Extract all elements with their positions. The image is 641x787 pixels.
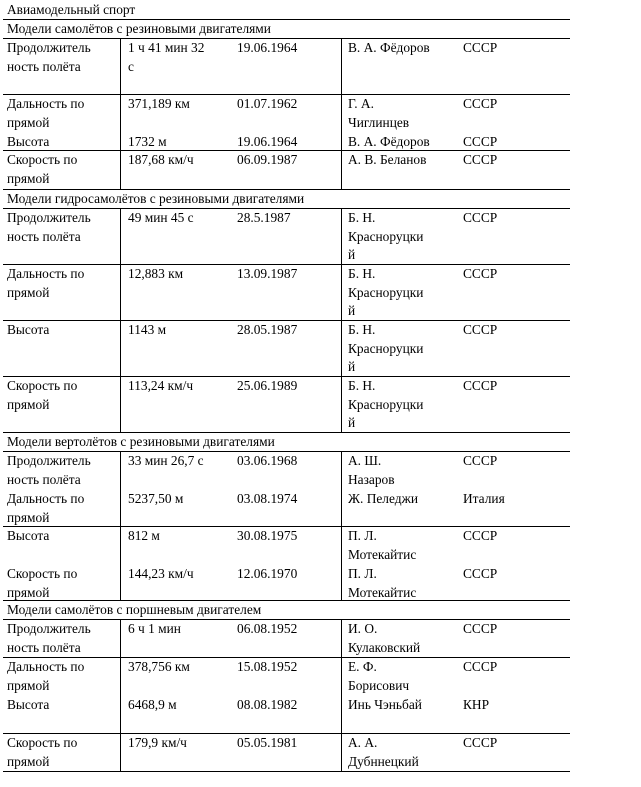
row-metric-text: ность полёта — [7, 58, 81, 74]
row-value-text: 1143 м — [128, 322, 167, 337]
row-country-text: СССР — [463, 453, 498, 468]
row-country-text: СССР — [463, 96, 498, 111]
row-metric-text: Продолжитель — [7, 210, 91, 225]
row-value-text: 12,883 км — [128, 266, 184, 281]
row-metric-text: Продолжитель — [7, 621, 91, 636]
row-metric-text: прямой — [7, 114, 50, 130]
row-value-text: 187,68 км/ч — [128, 152, 194, 167]
row-name-text: Мотекайтис — [348, 546, 417, 562]
row-name-text: Г. А. — [348, 96, 374, 111]
row-metric-text: прямой — [7, 584, 50, 600]
row-name-text: П. Л. — [348, 566, 377, 581]
section-heading: Модели вертолётов с резиновыми двигателями — [7, 434, 275, 449]
row-metric-text: Скорость по — [7, 378, 78, 393]
row-date-text: 19.06.1964 — [237, 40, 298, 55]
row-metric-text: прямой — [7, 677, 50, 693]
row-metric-text: Дальность по — [7, 266, 85, 281]
column-divider-metric — [120, 619, 121, 771]
row-name-text: Мотекайтис — [348, 584, 417, 600]
row-value-text: 1732 м — [128, 134, 167, 149]
row-date-text: 06.09.1987 — [237, 152, 298, 167]
row-metric-text: Скорость по — [7, 566, 78, 581]
row-name-text: Назаров — [348, 471, 395, 487]
row-name-text: Б. Н. — [348, 322, 376, 337]
section-heading: Модели гидросамолётов с резиновыми двигателями — [7, 191, 305, 206]
row-name-text: П. Л. — [348, 528, 377, 543]
row-name-text: Красноруцки — [348, 396, 424, 412]
row-metric-text: Дальность по — [7, 491, 85, 506]
row-value-text: 6468,9 м — [128, 697, 177, 712]
row-date-text: 05.05.1981 — [237, 735, 298, 750]
row-name-text: В. А. Фёдоров — [348, 134, 430, 149]
row-country-text: СССР — [463, 40, 498, 55]
section-heading: Модели самолётов с резиновыми двигателями — [7, 21, 271, 36]
row-name-text: А. В. Беланов — [348, 152, 427, 167]
row-name-text: Дубннецкий — [348, 753, 419, 769]
row-value-text: с — [128, 58, 134, 74]
row-name-text: Ж. Пеледжи — [348, 491, 418, 506]
row-metric-text: Высота — [7, 134, 50, 149]
section-heading: Модели самолётов с поршневым двигателем — [7, 602, 262, 617]
row-date-text: 13.09.1987 — [237, 266, 298, 281]
row-country-text: КНР — [463, 697, 490, 712]
document-title: Авиамодельный спорт — [7, 2, 136, 17]
row-value-text: 113,24 км/ч — [128, 378, 194, 393]
row-name-text: й — [348, 303, 356, 319]
row-date-text: 03.08.1974 — [237, 491, 298, 506]
row-metric-text: прямой — [7, 170, 50, 186]
column-divider-name — [341, 619, 342, 771]
row-name-text: Красноруцки — [348, 340, 424, 356]
row-name-text: й — [348, 247, 356, 263]
row-date-text: 30.08.1975 — [237, 528, 298, 543]
row-name-text: Б. Н. — [348, 266, 376, 281]
row-date-text: 01.07.1962 — [237, 96, 298, 111]
row-metric-text: Дальность по — [7, 659, 85, 674]
row-name-text: й — [348, 415, 356, 431]
row-date-text: 12.06.1970 — [237, 566, 298, 581]
row-date-text: 06.08.1952 — [237, 621, 298, 636]
row-metric-text: Высота — [7, 697, 50, 712]
row-date-text: 15.08.1952 — [237, 659, 298, 674]
row-metric-text: прямой — [7, 396, 50, 412]
row-date-text: 19.06.1964 — [237, 134, 298, 149]
row-value-text: 49 мин 45 с — [128, 210, 194, 225]
row-country-text: СССР — [463, 210, 498, 225]
row-name-text: Б. Н. — [348, 378, 376, 393]
row-name-text: Кулаковский — [348, 639, 421, 655]
row-country-text: СССР — [463, 266, 498, 281]
row-metric-text: ность полёта — [7, 228, 81, 244]
row-country-text: СССР — [463, 152, 498, 167]
row-name-text: И. О. — [348, 621, 378, 636]
row-date-text: 28.05.1987 — [237, 322, 298, 337]
section-rule — [3, 771, 570, 772]
row-country-text: СССР — [463, 621, 498, 636]
row-value-text: 144,23 км/ч — [128, 566, 194, 581]
row-metric-text: Дальность по — [7, 96, 85, 111]
row-country-text: СССР — [463, 566, 498, 581]
column-divider-metric — [120, 38, 121, 189]
row-country-text: СССР — [463, 735, 498, 750]
row-name-text: А. Ш. — [348, 453, 382, 468]
row-name-text: Инь Чэньбай — [348, 697, 422, 712]
row-value-text: 1 ч 41 мин 32 — [128, 40, 205, 55]
row-name-text: Б. Н. — [348, 210, 376, 225]
row-country-text: СССР — [463, 322, 498, 337]
row-metric-text: ность полёта — [7, 471, 81, 487]
row-metric-text: прямой — [7, 509, 50, 525]
row-country-text: СССР — [463, 378, 498, 393]
row-name-text: Чиглинцев — [348, 114, 410, 130]
row-name-text: Борисович — [348, 677, 410, 693]
row-date-text: 08.08.1982 — [237, 697, 298, 712]
row-metric-text: Высота — [7, 528, 50, 543]
row-country-text: Италия — [463, 491, 505, 506]
row-value-text: 812 м — [128, 528, 160, 543]
row-value-text: 378,756 км — [128, 659, 190, 674]
row-name-text: Красноруцки — [348, 284, 424, 300]
row-value-text: 5237,50 м — [128, 491, 184, 506]
row-metric-text: ность полёта — [7, 639, 81, 655]
row-metric-text: прямой — [7, 284, 50, 300]
row-value-text: 371,189 км — [128, 96, 190, 111]
row-metric-text: прямой — [7, 753, 50, 769]
row-metric-text: Продолжитель — [7, 40, 91, 55]
row-value-text: 179,9 км/ч — [128, 735, 187, 750]
row-value-text: 6 ч 1 мин — [128, 621, 181, 636]
row-name-text: Красноруцки — [348, 228, 424, 244]
row-date-text: 25.06.1989 — [237, 378, 298, 393]
row-date-text: 03.06.1968 — [237, 453, 298, 468]
row-metric-text: Скорость по — [7, 735, 78, 750]
row-name-text: В. А. Фёдоров — [348, 40, 430, 55]
row-name-text: Е. Ф. — [348, 659, 377, 674]
row-metric-text: Продолжитель — [7, 453, 91, 468]
row-name-text: А. А. — [348, 735, 378, 750]
row-country-text: СССР — [463, 528, 498, 543]
row-country-text: СССР — [463, 134, 498, 149]
row-metric-text: Высота — [7, 322, 50, 337]
row-metric-text: Скорость по — [7, 152, 78, 167]
row-value-text: 33 мин 26,7 с — [128, 453, 204, 468]
row-date-text: 28.5.1987 — [237, 210, 291, 225]
row-name-text: й — [348, 359, 356, 375]
column-divider-name — [341, 38, 342, 189]
row-country-text: СССР — [463, 659, 498, 674]
